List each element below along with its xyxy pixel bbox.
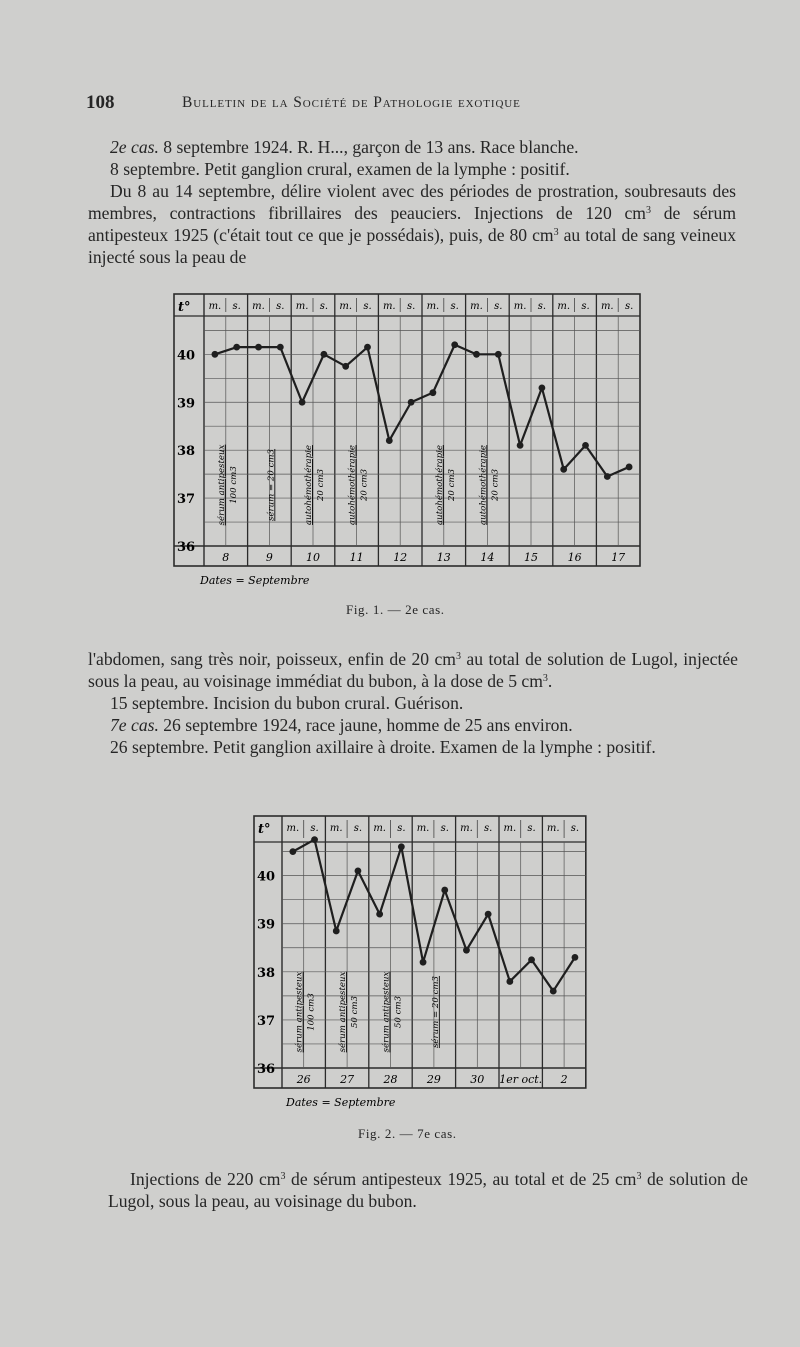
y-tick-label: 40 bbox=[257, 869, 276, 885]
temperature-point bbox=[430, 389, 437, 396]
temperature-point bbox=[539, 384, 546, 391]
temperature-point bbox=[517, 442, 524, 449]
morning-label: m. bbox=[252, 301, 265, 312]
temperature-point bbox=[582, 442, 589, 449]
annotation-text: sérum antipesteux bbox=[216, 444, 227, 526]
day-label: 16 bbox=[567, 551, 582, 564]
morning-label: m. bbox=[426, 301, 440, 312]
temperature-point bbox=[550, 988, 557, 995]
morning-label: m. bbox=[470, 301, 483, 312]
treatment-annotation bbox=[381, 971, 404, 1052]
evening-label: s. bbox=[450, 301, 459, 312]
morning-label: m. bbox=[382, 301, 396, 312]
temperature-point bbox=[495, 351, 502, 358]
temperature-point bbox=[311, 836, 318, 843]
morning-label: m. bbox=[546, 823, 560, 834]
day-label: 14 bbox=[480, 551, 495, 564]
case-2-line-2: 8 septembre. Petit ganglion crural, examen de la lymphe : positif. bbox=[110, 159, 570, 179]
temperature-point bbox=[473, 351, 480, 358]
unit-label: t° bbox=[258, 822, 271, 837]
treatment-annotation bbox=[434, 445, 457, 525]
temperature-point bbox=[277, 344, 284, 351]
text-block-1 bbox=[88, 136, 736, 268]
temperature-point bbox=[289, 848, 296, 855]
day-label: 12 bbox=[393, 551, 408, 564]
page-header bbox=[86, 92, 746, 118]
case-7-line-2: 26 septembre. Petit ganglion axillaire à droite. Examen de la lymphe : positif. bbox=[110, 737, 656, 757]
page-number: 108 bbox=[86, 92, 115, 113]
day-label: 30 bbox=[470, 1073, 485, 1086]
day-label: 15 bbox=[524, 551, 538, 564]
day-label: 28 bbox=[383, 1073, 398, 1086]
annotation-text: autohémothérapie bbox=[478, 445, 489, 525]
annotation-dose: 20 cm3 bbox=[359, 468, 370, 502]
temperature-point bbox=[342, 363, 349, 370]
temperature-point bbox=[626, 464, 633, 471]
evening-label: s. bbox=[537, 301, 547, 312]
treatment-annotation bbox=[430, 975, 441, 1048]
treatment-annotation bbox=[337, 971, 360, 1052]
day-label: 9 bbox=[265, 551, 273, 564]
evening-label: s. bbox=[319, 301, 329, 312]
morning-label: m. bbox=[286, 823, 300, 834]
chart-frame bbox=[174, 294, 640, 566]
morning-label: m. bbox=[339, 301, 353, 312]
case-2-outcome: 15 septembre. Incision du bubon crural. Guérison. bbox=[110, 693, 464, 713]
y-tick-label: 38 bbox=[257, 965, 276, 981]
morning-label: m. bbox=[329, 823, 343, 834]
temperature-point bbox=[386, 437, 393, 444]
annotation-dose: 20 cm3 bbox=[490, 468, 501, 502]
temperature-point bbox=[528, 956, 535, 963]
evening-label: s. bbox=[483, 823, 493, 834]
temperature-point bbox=[398, 843, 405, 850]
morning-label: m. bbox=[295, 301, 309, 312]
y-tick-label: 36 bbox=[177, 540, 196, 555]
evening-label: s. bbox=[406, 301, 416, 312]
morning-label: m. bbox=[460, 823, 473, 834]
temperature-point bbox=[376, 911, 383, 918]
text-block-3 bbox=[108, 1168, 748, 1212]
evening-label: s. bbox=[232, 301, 241, 312]
day-label: 2 bbox=[560, 1073, 568, 1086]
day-label: 10 bbox=[306, 551, 320, 564]
y-tick-label: 37 bbox=[177, 492, 196, 508]
temperature-point bbox=[355, 867, 362, 874]
y-tick-label: 39 bbox=[257, 917, 276, 933]
temperature-point bbox=[364, 344, 371, 351]
annotation-dose: 50 cm3 bbox=[393, 995, 404, 1029]
dates-note: Dates = Septembre bbox=[286, 1096, 396, 1109]
y-tick-label: 37 bbox=[257, 1013, 276, 1029]
evening-label: s. bbox=[310, 823, 319, 834]
temperature-point bbox=[233, 344, 240, 351]
annotation-text: sérum antipesteux bbox=[338, 971, 349, 1053]
temperature-point bbox=[420, 959, 427, 966]
annotation-text: sérum antipesteux bbox=[381, 971, 392, 1053]
case-7-intro: 7e cas. 26 septembre 1924, race jaune, homme de 25 ans environ. bbox=[110, 715, 573, 735]
temperature-point bbox=[560, 466, 567, 473]
annotation-text: sérum = 20 cm3 bbox=[266, 448, 277, 522]
evening-label: s. bbox=[494, 301, 503, 312]
running-title: Bulletin de la Société de Pathologie exotique bbox=[182, 94, 521, 111]
figure-1 bbox=[170, 290, 650, 600]
y-tick-label: 38 bbox=[177, 444, 196, 460]
morning-label: m. bbox=[373, 823, 386, 834]
morning-label: m. bbox=[513, 301, 527, 312]
day-label: 8 bbox=[222, 551, 230, 564]
morning-label: m. bbox=[600, 301, 614, 312]
annotation-dose: 100 cm3 bbox=[306, 993, 317, 1031]
morning-label: m. bbox=[557, 301, 571, 312]
day-label: 17 bbox=[611, 551, 626, 564]
temperature-point bbox=[451, 341, 458, 348]
evening-label: s. bbox=[363, 301, 372, 312]
temperature-point bbox=[299, 399, 306, 406]
temperature-point bbox=[485, 911, 492, 918]
morning-label: m. bbox=[416, 823, 430, 834]
annotation-dose: 50 cm3 bbox=[350, 995, 361, 1029]
case-2-intro: 2e cas. 8 septembre 1924. R. H..., garçon de 13 ans. Race blanche. bbox=[110, 137, 579, 157]
evening-label: s. bbox=[570, 823, 580, 834]
temperature-point bbox=[441, 887, 448, 894]
case-2-paragraph: Du 8 au 14 septembre, délire violent avec des périodes de prostration, soubresauts des membres, contractions fibrillaires des peauciers. Injections de 120 $cm^3$ de sérum antipesteux 1925 (c'était tout ce que je possédais), puis, de 80 $cm^3$ au total de sang veineux injecté sous la peau de bbox=[88, 181, 737, 267]
temperature-point bbox=[572, 954, 579, 961]
evening-label: s. bbox=[276, 301, 285, 312]
day-label: 1er oct. bbox=[499, 1073, 543, 1086]
treatment-annotation bbox=[216, 444, 239, 525]
temperature-point bbox=[463, 947, 470, 954]
treatment-annotation bbox=[294, 971, 317, 1052]
figure-1-caption: Fig. 1. — 2e cas. bbox=[346, 602, 445, 617]
morning-label: m. bbox=[503, 823, 517, 834]
evening-label: s. bbox=[624, 301, 634, 312]
annotation-text: autohémothérapie bbox=[304, 445, 314, 525]
treatment-annotation bbox=[303, 445, 326, 525]
temperature-point bbox=[321, 351, 328, 358]
annotation-text: autohémothérapie bbox=[347, 445, 358, 525]
figure-2 bbox=[250, 812, 600, 1117]
dates-note: Dates = Septembre bbox=[200, 574, 310, 587]
evening-label: s. bbox=[581, 301, 590, 312]
y-tick-label: 40 bbox=[177, 348, 196, 364]
annotation-dose: 20 cm3 bbox=[316, 468, 326, 502]
day-label: 29 bbox=[426, 1073, 441, 1086]
case-7-treatment: Injections de 220 $cm^3$ de sérum antipesteux 1925, au total et de 25 $cm^3$ de solution de Lugol, sous la peau, au voisinage du bubon. bbox=[108, 1169, 748, 1211]
treatment-annotation bbox=[265, 448, 276, 521]
text-block-2 bbox=[88, 648, 738, 758]
treatment-annotation bbox=[347, 445, 370, 525]
evening-label: s. bbox=[440, 823, 449, 834]
temperature-point bbox=[604, 473, 611, 480]
day-label: 27 bbox=[340, 1073, 355, 1086]
unit-label: t° bbox=[178, 300, 191, 315]
evening-label: s. bbox=[397, 823, 406, 834]
temperature-point bbox=[212, 351, 219, 358]
temperature-point bbox=[255, 344, 262, 351]
annotation-dose: 100 cm3 bbox=[228, 466, 239, 504]
figure-2-caption: Fig. 2. — 7e cas. bbox=[358, 1126, 457, 1141]
morning-label: m. bbox=[208, 301, 222, 312]
treatment-annotation bbox=[477, 445, 500, 525]
annotation-text: sérum = 20 cm3 bbox=[430, 975, 441, 1049]
temperature-point bbox=[333, 928, 340, 935]
y-tick-label: 39 bbox=[177, 396, 196, 412]
y-tick-label: 36 bbox=[257, 1062, 276, 1077]
day-label: 26 bbox=[296, 1073, 311, 1086]
day-label: 11 bbox=[349, 551, 364, 564]
evening-label: s. bbox=[527, 823, 536, 834]
day-label: 13 bbox=[436, 551, 451, 564]
temperature-chart-1 bbox=[170, 290, 650, 600]
annotation-text: sérum antipesteux bbox=[294, 971, 305, 1053]
evening-label: s. bbox=[353, 823, 363, 834]
temperature-chart-2 bbox=[250, 812, 600, 1117]
annotation-dose: 20 cm3 bbox=[446, 468, 457, 502]
annotation-text: autohémothérapie bbox=[434, 445, 445, 525]
temperature-point bbox=[408, 399, 415, 406]
temperature-point bbox=[506, 978, 513, 985]
case-2-continuation: l'abdomen, sang très noir, poisseux, enfin de 20 $cm^3$ au total de solution de Lugol, injectée sous la peau, au voisinage immédiat du bubon, à la dose de 5 $cm^3$. bbox=[88, 649, 738, 691]
